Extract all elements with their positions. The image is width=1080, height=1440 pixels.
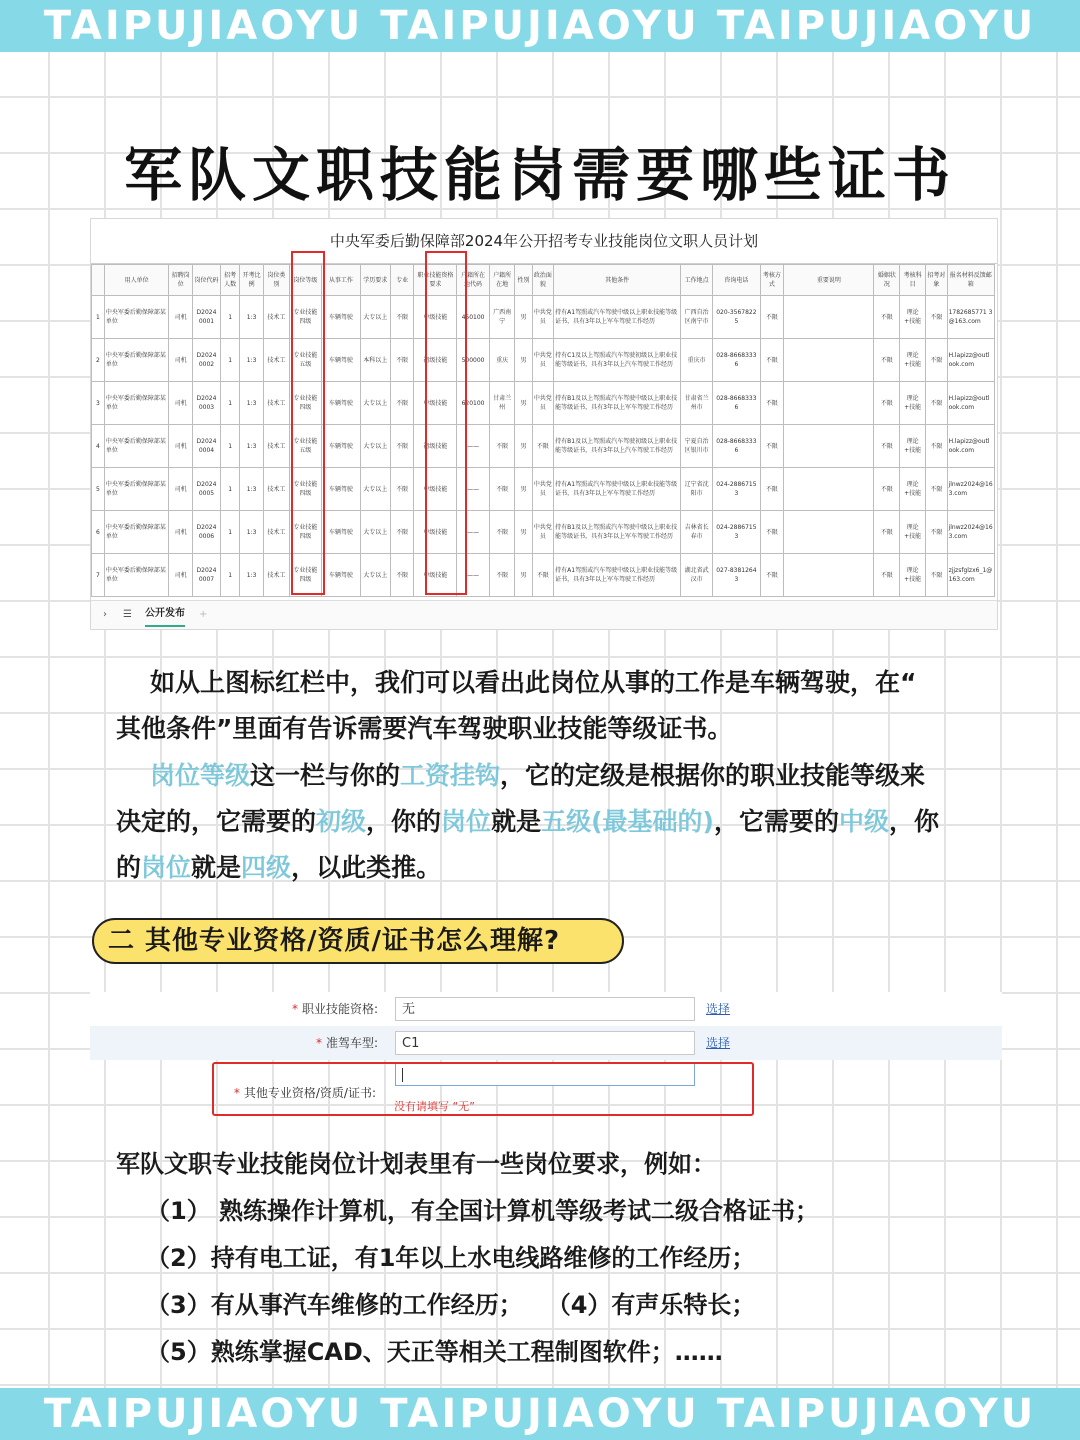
table-cell[interactable]: 1:3: [240, 511, 264, 554]
column-header[interactable]: 用人单位: [104, 265, 169, 296]
table-cell[interactable]: 3: [92, 382, 105, 425]
table-cell[interactable]: 甘肃省兰州市: [681, 382, 713, 425]
text: 就是: [191, 853, 242, 882]
table-cell[interactable]: 中级技能: [414, 511, 457, 554]
table-cell[interactable]: 理论+技能: [900, 468, 926, 511]
table-cell[interactable]: 1: [220, 382, 239, 425]
page-title: 军队文职技能岗需要哪些证书: [123, 141, 956, 209]
table-cell[interactable]: zjjzsfglzx6_1@163.com: [947, 554, 994, 597]
table-cell[interactable]: 司机: [169, 339, 193, 382]
table-cell[interactable]: 男: [515, 554, 532, 597]
table-cell[interactable]: 不限: [532, 554, 554, 597]
skill-qualification-input[interactable]: 无: [395, 997, 695, 1021]
column-header[interactable]: 婚姻状况: [874, 265, 900, 296]
table-cell[interactable]: 中央军委后勤保障部某单位: [104, 382, 169, 425]
add-sheet-icon[interactable]: +: [199, 609, 208, 620]
text: ，你: [888, 807, 939, 836]
column-header[interactable]: 重要说明: [784, 265, 874, 296]
table-cell[interactable]: 广西自治区南宁市: [681, 296, 713, 339]
table-cell[interactable]: 中共党员: [532, 511, 554, 554]
table-row: [92, 511, 995, 554]
table-cell[interactable]: 不限: [874, 382, 900, 425]
form-row-license: [90, 1026, 1002, 1060]
table-cell[interactable]: 中央军委后勤保障部某单位: [104, 296, 169, 339]
table-cell[interactable]: 不限: [926, 468, 948, 511]
table-cell[interactable]: 持有A1驾照或汽车驾驶中级以上职业技能等级证书，具有3年以上军车驾驶工作经历: [554, 296, 681, 339]
table-cell[interactable]: 专业技能四级: [289, 554, 321, 597]
table-cell[interactable]: D2024 0001: [193, 296, 221, 339]
form-hint: 没有请填写 “无”: [394, 1100, 475, 1113]
table-cell[interactable]: ——: [457, 554, 489, 597]
table-cell[interactable]: 专业技能五级: [289, 425, 321, 468]
table-cell[interactable]: 不限: [390, 382, 414, 425]
table-cell[interactable]: 024-2886715 3: [713, 468, 760, 511]
table-cell[interactable]: 技术工: [263, 554, 289, 597]
column-header[interactable]: 岗位等级: [289, 265, 321, 296]
spreadsheet-screenshot: [90, 218, 998, 630]
text: ，你的: [366, 807, 442, 836]
table-cell[interactable]: 不限: [489, 554, 515, 597]
text: 这一栏与你的: [250, 761, 401, 790]
column-header[interactable]: 户籍所在地代码: [457, 265, 489, 296]
table-cell[interactable]: [784, 425, 874, 468]
table-cell[interactable]: 持有B1及以上驾照或汽车驾驶初级以上职业技能等级证书，具有3年以上汽车驾驶工作经历: [554, 425, 681, 468]
table-cell[interactable]: 大专以上: [360, 554, 390, 597]
table-cell[interactable]: 司机: [169, 382, 193, 425]
text: 的: [116, 853, 142, 882]
table-cell[interactable]: 1: [220, 511, 239, 554]
column-header[interactable]: 考核方式: [760, 265, 784, 296]
table-cell[interactable]: 不限: [874, 554, 900, 597]
list-item: （1） 熟练操作计算机，有全国计算机等级考试二级合格证书；: [146, 1197, 820, 1225]
table-cell[interactable]: 不限: [926, 425, 948, 468]
table-cell[interactable]: H.lapizz@outlook.com: [947, 425, 994, 468]
table-cell[interactable]: 不限: [489, 468, 515, 511]
table-cell[interactable]: 020-3567822 5: [713, 296, 760, 339]
table-cell[interactable]: 不限: [926, 296, 948, 339]
column-header[interactable]: 岗位类别: [263, 265, 289, 296]
table-cell[interactable]: 不限: [390, 296, 414, 339]
table-cell[interactable]: 不限: [874, 339, 900, 382]
table-cell[interactable]: 中央军委后勤保障部某单位: [104, 425, 169, 468]
table-cell[interactable]: 450100: [457, 296, 489, 339]
table-cell[interactable]: 车辆驾驶: [322, 468, 361, 511]
table-cell[interactable]: 司机: [169, 468, 193, 511]
table-cell[interactable]: H.lapizz@outlook.com: [947, 382, 994, 425]
hl-salary: 工资挂钩: [400, 761, 501, 790]
column-header[interactable]: 招考对象: [926, 265, 948, 296]
table-cell[interactable]: 6: [92, 511, 105, 554]
table-cell[interactable]: 理论+技能: [900, 554, 926, 597]
column-header[interactable]: 政治面貌: [532, 265, 554, 296]
column-header[interactable]: 学历要求: [360, 265, 390, 296]
table-cell[interactable]: 专业技能四级: [289, 468, 321, 511]
table-cell[interactable]: 不限: [760, 382, 784, 425]
table-cell[interactable]: 中级技能: [414, 468, 457, 511]
table-cell[interactable]: 初级技能: [414, 339, 457, 382]
table-cell[interactable]: 024-2886715 3: [713, 511, 760, 554]
table-cell[interactable]: 中共党员: [532, 296, 554, 339]
table-cell[interactable]: 不限: [926, 339, 948, 382]
paragraph-1: [116, 660, 1016, 752]
table-cell[interactable]: [784, 468, 874, 511]
table-cell[interactable]: 不限: [874, 468, 900, 511]
field-label: * 职业技能资格:: [291, 1002, 378, 1016]
sheet-tab[interactable]: 公开发布: [145, 603, 185, 627]
text: 就是: [491, 807, 542, 836]
paragraph-2: [116, 753, 1016, 891]
table-cell[interactable]: 不限: [926, 382, 948, 425]
table-cell[interactable]: 大专以上: [360, 468, 390, 511]
table-cell[interactable]: 028-8668333 6: [713, 339, 760, 382]
paragraph-1-line-2: 其他条件”里面有告诉需要汽车驾驶职业技能等级证书。: [116, 714, 733, 743]
table-row: [92, 554, 995, 597]
table-cell[interactable]: 1: [92, 296, 105, 339]
column-header[interactable]: 从事工作: [322, 265, 361, 296]
column-header[interactable]: 性别: [515, 265, 532, 296]
table-cell[interactable]: 男: [515, 382, 532, 425]
table-cell[interactable]: 车辆驾驶: [322, 339, 361, 382]
table-cell[interactable]: 1:3: [240, 425, 264, 468]
column-header[interactable]: [92, 265, 105, 296]
hl-intermediate: 中级: [838, 807, 889, 836]
column-header[interactable]: 专业: [390, 265, 414, 296]
table-cell[interactable]: 车辆驾驶: [322, 425, 361, 468]
table-cell[interactable]: 重庆: [489, 339, 515, 382]
table-cell[interactable]: 4: [92, 425, 105, 468]
hl-junior: 初级: [316, 807, 367, 836]
table-cell[interactable]: 技术工: [263, 425, 289, 468]
table-cell[interactable]: 车辆驾驶: [322, 382, 361, 425]
table-cell[interactable]: 不限: [532, 425, 554, 468]
table-cell[interactable]: 吉林省长春市: [681, 511, 713, 554]
table-cell[interactable]: 车辆驾驶: [322, 511, 361, 554]
table-cell[interactable]: 中级技能: [414, 382, 457, 425]
table-cell[interactable]: 不限: [390, 511, 414, 554]
table-cell[interactable]: 不限: [874, 511, 900, 554]
table-cell[interactable]: D2024 0004: [193, 425, 221, 468]
table-cell[interactable]: 5: [92, 468, 105, 511]
table-cell[interactable]: 1: [220, 468, 239, 511]
table-cell[interactable]: 028-8668333 6: [713, 425, 760, 468]
highlight-box-other-certificate: [212, 1062, 754, 1116]
column-header[interactable]: 咨询电话: [713, 265, 760, 296]
table-cell[interactable]: [784, 554, 874, 597]
table-cell[interactable]: H.lapizz@outlook.com: [947, 339, 994, 382]
menu-icon[interactable]: ☰: [123, 609, 132, 620]
column-header[interactable]: 考核科目: [900, 265, 926, 296]
table-cell[interactable]: 技术工: [263, 511, 289, 554]
table-cell[interactable]: 中级技能: [414, 296, 457, 339]
text: 决定的，它需要的: [116, 807, 317, 836]
table-header-row: [92, 265, 995, 296]
section-heading: 二 其他专业资格/资质/证书怎么理解?: [92, 918, 624, 964]
hl-level-five: 五级(最基础的): [541, 807, 714, 836]
hl-post: 岗位: [441, 807, 492, 836]
table-cell[interactable]: 620100: [457, 382, 489, 425]
license-type-input[interactable]: C1: [395, 1031, 695, 1055]
list-item: （5）熟练掌握CAD、天正等相关工程制图软件；……: [146, 1338, 723, 1366]
table-cell[interactable]: [784, 296, 874, 339]
table-cell[interactable]: 中共党员: [532, 382, 554, 425]
table-cell[interactable]: 不限: [926, 554, 948, 597]
table-cell[interactable]: 宁夏自治区银川市: [681, 425, 713, 468]
table-cell[interactable]: 持有C1及以上驾照或汽车驾驶初级以上职业技能等级证书，具有3年以上汽车驾驶工作经历: [554, 339, 681, 382]
table-cell[interactable]: 持有B1及以上驾照或汽车驾驶中级以上职业技能等级证书，具有3年以上军车驾驶工作经历: [554, 511, 681, 554]
column-header[interactable]: 岗位代码: [193, 265, 221, 296]
form-row-skill: [90, 992, 1002, 1026]
table-cell[interactable]: 持有A1驾照或汽车驾驶中级以上职业技能等级证书，具有3年以上军车驾驶工作经历: [554, 554, 681, 597]
table-cell[interactable]: 初级技能: [414, 425, 457, 468]
sheet-title: 中央军委后勤保障部2024年公开招考专业技能岗位文职人员计划: [91, 219, 997, 264]
table-cell[interactable]: 1:3: [240, 339, 264, 382]
table-cell[interactable]: 专业技能四级: [289, 511, 321, 554]
table-cell[interactable]: 男: [515, 339, 532, 382]
table-cell[interactable]: 男: [515, 468, 532, 511]
select-license-link[interactable]: 选择: [706, 1036, 731, 1050]
table-cell[interactable]: 理论+技能: [900, 382, 926, 425]
table-cell[interactable]: 司机: [169, 554, 193, 597]
table-cell[interactable]: 湖北省武汉市: [681, 554, 713, 597]
table-cell[interactable]: D2024 0002: [193, 339, 221, 382]
table-cell[interactable]: 大专以上: [360, 511, 390, 554]
column-header[interactable]: 工作地点: [681, 265, 713, 296]
table-cell[interactable]: 专业技能四级: [289, 296, 321, 339]
table-cell[interactable]: 不限: [760, 511, 784, 554]
table-cell[interactable]: 1782685771 3@163.com: [947, 296, 994, 339]
table-cell[interactable]: 专业技能四级: [289, 382, 321, 425]
table-cell[interactable]: 不限: [926, 511, 948, 554]
table-row: [92, 339, 995, 382]
text: ，以此类推。: [291, 853, 442, 882]
table-cell[interactable]: D2024 0006: [193, 511, 221, 554]
table-cell[interactable]: 1:3: [240, 296, 264, 339]
table-cell[interactable]: 技术工: [263, 339, 289, 382]
table-cell[interactable]: jlnwz2024@163.com: [947, 468, 994, 511]
table-cell[interactable]: 司机: [169, 425, 193, 468]
table-cell[interactable]: 1:3: [240, 468, 264, 511]
list-item: （2）持有电工证，有1年以上水电线路维修的工作经历；: [146, 1244, 756, 1272]
table-cell[interactable]: D2024 0005: [193, 468, 221, 511]
text: ，它需要的: [713, 807, 839, 836]
table-cell[interactable]: ——: [457, 511, 489, 554]
table-cell[interactable]: 司机: [169, 511, 193, 554]
table-cell[interactable]: 持有A1驾照或汽车驾驶中级以上职业技能等级证书，具有3年以上军车驾驶工作经历: [554, 468, 681, 511]
intro-text: 军队文职专业技能岗位计划表里有一些岗位要求，例如：: [116, 1150, 716, 1178]
table-cell[interactable]: 技术工: [263, 468, 289, 511]
table-cell[interactable]: 中级技能: [414, 554, 457, 597]
table-cell[interactable]: 不限: [760, 425, 784, 468]
bottom-banner: TAIPUJIAOYU TAIPUJIAOYU TAIPUJIAOYU: [0, 1388, 1080, 1440]
table-cell[interactable]: 理论+技能: [900, 425, 926, 468]
table-cell[interactable]: 1: [220, 296, 239, 339]
field-label: * 准驾车型:: [315, 1036, 378, 1050]
table-cell[interactable]: 不限: [390, 339, 414, 382]
table-row: [92, 425, 995, 468]
table-cell[interactable]: 技术工: [263, 382, 289, 425]
field-label: * 其他专业资格/资质/证书:: [233, 1086, 376, 1100]
table-cell[interactable]: 广西南宁: [489, 296, 515, 339]
table-cell[interactable]: 不限: [489, 511, 515, 554]
table-cell[interactable]: 1:3: [240, 382, 264, 425]
table-cell[interactable]: [784, 339, 874, 382]
table-cell[interactable]: 不限: [390, 468, 414, 511]
table-cell[interactable]: 大专以上: [360, 425, 390, 468]
table-cell[interactable]: 重庆市: [681, 339, 713, 382]
table-cell[interactable]: D2024 0003: [193, 382, 221, 425]
table-cell[interactable]: 中共党员: [532, 468, 554, 511]
table-cell[interactable]: 持有B1及以上驾照或汽车驾驶中级以上职业技能等级证书，具有3年以上军车驾驶工作经历: [554, 382, 681, 425]
table-cell[interactable]: 理论+技能: [900, 296, 926, 339]
table-cell[interactable]: 男: [515, 425, 532, 468]
table-cell[interactable]: 专业技能五级: [289, 339, 321, 382]
select-skill-link[interactable]: 选择: [706, 1002, 731, 1016]
table-cell[interactable]: 不限: [760, 296, 784, 339]
table-cell[interactable]: 1:3: [240, 554, 264, 597]
table-row: [92, 468, 995, 511]
recruitment-table: [91, 264, 995, 597]
table-cell[interactable]: 027-8381264 3: [713, 554, 760, 597]
table-cell[interactable]: 500000: [457, 339, 489, 382]
hl-level-four: 四级: [241, 853, 292, 882]
table-cell[interactable]: 不限: [760, 339, 784, 382]
table-cell[interactable]: 不限: [874, 296, 900, 339]
top-banner: TAIPUJIAOYU TAIPUJIAOYU TAIPUJIAOYU: [0, 0, 1080, 52]
table-cell[interactable]: 不限: [874, 425, 900, 468]
table-cell[interactable]: [784, 382, 874, 425]
column-header[interactable]: 其他条件: [554, 265, 681, 296]
table-cell[interactable]: 理论+技能: [900, 339, 926, 382]
paragraph-1-line-1: 如从上图标红栏中，我们可以看出此岗位从事的工作是车辆驾驶，在“: [150, 668, 917, 697]
column-header[interactable]: 招聘岗位: [169, 265, 193, 296]
table-cell[interactable]: 大专以上: [360, 382, 390, 425]
table-cell[interactable]: 中央军委后勤保障部某单位: [104, 554, 169, 597]
table-cell[interactable]: 2: [92, 339, 105, 382]
sheet-tab-bar: [91, 600, 997, 629]
table-cell[interactable]: 1: [220, 425, 239, 468]
table-cell[interactable]: 028-8668333 6: [713, 382, 760, 425]
table-cell[interactable]: D2024 0007: [193, 554, 221, 597]
table-cell[interactable]: 中共党员: [532, 339, 554, 382]
table-cell[interactable]: 不限: [390, 425, 414, 468]
table-row: [92, 296, 995, 339]
table-cell[interactable]: 男: [515, 296, 532, 339]
table-cell[interactable]: ——: [457, 468, 489, 511]
column-header[interactable]: 户籍所在地: [489, 265, 515, 296]
table-cell[interactable]: 车辆驾驶: [322, 554, 361, 597]
list-item: （3）有从事汽车维修的工作经历； （4）有声乐特长；: [146, 1291, 756, 1319]
table-cell[interactable]: [784, 511, 874, 554]
table-cell[interactable]: 司机: [169, 296, 193, 339]
table-cell[interactable]: 1: [220, 339, 239, 382]
table-row: [92, 382, 995, 425]
hl-post-level: 岗位等级: [150, 761, 251, 790]
column-header[interactable]: 职业技能资格要求: [414, 265, 457, 296]
table-cell[interactable]: 车辆驾驶: [322, 296, 361, 339]
table-cell[interactable]: 技术工: [263, 296, 289, 339]
text: ，它的定级是根据你的职业技能等级来: [500, 761, 926, 790]
column-header[interactable]: 报名材料反馈邮箱: [947, 265, 994, 296]
table-cell[interactable]: 1: [220, 554, 239, 597]
column-header[interactable]: 开考比例: [240, 265, 264, 296]
table-cell[interactable]: 甘肃兰州: [489, 382, 515, 425]
table-cell[interactable]: 辽宁省沈阳市: [681, 468, 713, 511]
table-cell[interactable]: 大专以上: [360, 296, 390, 339]
table-cell[interactable]: 不限: [760, 468, 784, 511]
table-cell[interactable]: ——: [457, 425, 489, 468]
table-cell[interactable]: 本科以上: [360, 339, 390, 382]
table-cell[interactable]: 不限: [390, 554, 414, 597]
table-cell[interactable]: 不限: [760, 554, 784, 597]
column-header[interactable]: 招考人数: [220, 265, 239, 296]
hl-post-2: 岗位: [141, 853, 192, 882]
chevron-right-icon[interactable]: ›: [103, 609, 107, 620]
table-cell[interactable]: 中央军委后勤保障部某单位: [104, 511, 169, 554]
table-cell[interactable]: jlnwz2024@163.com: [947, 511, 994, 554]
table-cell[interactable]: 中央军委后勤保障部某单位: [104, 339, 169, 382]
table-cell[interactable]: 男: [515, 511, 532, 554]
table-cell[interactable]: 中央军委后勤保障部某单位: [104, 468, 169, 511]
table-cell[interactable]: 不限: [489, 425, 515, 468]
table-cell[interactable]: 7: [92, 554, 105, 597]
table-cell[interactable]: 理论+技能: [900, 511, 926, 554]
